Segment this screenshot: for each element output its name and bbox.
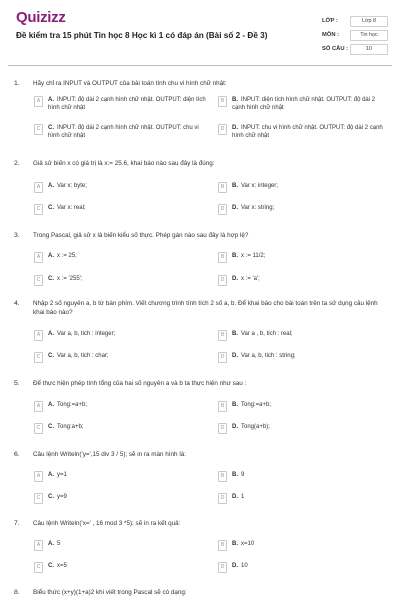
option-c-text: x=5 <box>57 563 67 569</box>
question-number: 2. <box>14 160 20 167</box>
question-number: 4. <box>14 300 20 307</box>
question-number: 1. <box>14 80 20 87</box>
option-a-box[interactable]: A <box>34 330 43 341</box>
meta-class <box>322 14 392 28</box>
option-c-box[interactable]: C <box>34 275 43 286</box>
option-b-box[interactable]: B <box>218 401 227 412</box>
option-a-letter: A. <box>48 97 54 103</box>
option-d-text: 1 <box>241 494 245 500</box>
option-c-box[interactable]: C <box>34 204 43 215</box>
option-c-letter: C. <box>48 125 54 131</box>
option-a-letter: A. <box>48 253 54 259</box>
option-b-box[interactable]: B <box>218 96 227 107</box>
option-d-letter: D. <box>232 125 238 131</box>
option-b[interactable] <box>218 541 388 555</box>
option-d-letter: D. <box>232 276 238 282</box>
meta-subject-label: MÔN : <box>322 32 340 38</box>
option-b-letter: B. <box>232 331 238 337</box>
option-c-letter: C. <box>48 276 54 282</box>
option-a-letter: A. <box>48 402 54 408</box>
question-number: 8. <box>14 589 20 596</box>
option-a[interactable] <box>34 472 209 486</box>
option-a[interactable] <box>34 541 209 555</box>
option-c-box[interactable]: C <box>34 124 43 135</box>
quizizz-logo[interactable]: Quizizz <box>16 9 66 26</box>
option-c[interactable] <box>34 125 209 139</box>
question-text: Câu lệnh Writeln('x=' , 16 mod 3 *5); sẽ in ra kết quả: <box>33 520 181 527</box>
option-c-letter: C. <box>48 205 54 211</box>
question-number: 7. <box>14 520 20 527</box>
option-c[interactable] <box>34 353 209 367</box>
option-d-box[interactable]: D <box>218 275 227 286</box>
option-d-box[interactable]: D <box>218 562 227 573</box>
option-b[interactable] <box>218 331 388 345</box>
option-d[interactable] <box>218 494 388 508</box>
option-c-text: x := '255'; <box>57 276 83 282</box>
option-b-box[interactable]: B <box>218 540 227 551</box>
option-d-letter: D. <box>232 494 238 500</box>
option-c-letter: C. <box>48 494 54 500</box>
question-text: Biểu thức (x+y)(1+a)2 khi viết trong Pascal sẽ có dạng: <box>33 589 187 596</box>
option-c-text: Tong:a+b; <box>57 424 84 430</box>
option-a-letter: A. <box>48 541 54 547</box>
option-b-letter: B. <box>232 253 238 259</box>
option-d-box[interactable]: D <box>218 124 227 135</box>
option-d-text: Var a, b, tich : string; <box>241 353 296 359</box>
option-d-box[interactable]: D <box>218 423 227 434</box>
option-d-letter: D. <box>232 353 238 359</box>
option-d-text: INPUT: chu vi hình chữ nhật. OUTPUT: độ dài 2 cạnh hình chữ nhật <box>232 125 383 139</box>
option-b-box[interactable]: B <box>218 471 227 482</box>
option-c-box[interactable]: C <box>34 352 43 363</box>
option-a-box[interactable]: A <box>34 182 43 193</box>
option-c-box[interactable]: C <box>34 562 43 573</box>
option-d[interactable] <box>218 125 388 139</box>
option-c-letter: C. <box>48 353 54 359</box>
option-b-box[interactable]: B <box>218 330 227 341</box>
option-a-text: INPUT: độ dài 2 cạnh hình chữ nhật. OUTPUT: diện tích hình chữ nhật <box>48 97 206 111</box>
question-text: Trong Pascal, giả sử x là biến kiểu số thực. Phép gán nào sau đây là hợp lệ? <box>33 232 249 239</box>
option-d[interactable] <box>218 205 388 219</box>
option-b-letter: B. <box>232 183 238 189</box>
option-a-text: y=1 <box>57 472 67 478</box>
option-a-letter: A. <box>48 331 54 337</box>
option-a-text: Var x: byte; <box>57 183 87 189</box>
option-d-letter: D. <box>232 424 238 430</box>
header-divider <box>8 65 392 66</box>
option-a-box[interactable]: A <box>34 401 43 412</box>
question-text: Nhập 2 số nguyên a, b từ bàn phím. Viết chương trình tính tích 2 số a, b. Để khai báo cho bài toán trên ta sử dụng câu lệnh khai báo nào? <box>33 300 378 316</box>
question-number: 3. <box>14 232 20 239</box>
option-a-box[interactable]: A <box>34 252 43 263</box>
meta-class-label: LỚP : <box>322 18 338 24</box>
meta-count <box>322 42 392 56</box>
option-b-text: 9 <box>241 472 245 478</box>
option-d-text: x := 'a'; <box>241 276 260 282</box>
option-c-letter: C. <box>48 424 54 430</box>
option-a-letter: A. <box>48 472 54 478</box>
option-b-text: x := 11/2; <box>241 253 266 259</box>
quiz-meta <box>322 14 392 56</box>
option-d-text: Tong(a+b); <box>241 424 270 430</box>
option-b[interactable] <box>218 253 388 267</box>
question-text: Hãy chỉ ra INPUT và OUTPUT của bài toán tính chu vi hình chữ nhật: <box>33 80 227 87</box>
page-title: Đề kiểm tra 15 phút Tin học 8 Học kì 1 có đáp án (Bài số 2 - Đề 3) <box>16 31 268 40</box>
option-b[interactable] <box>218 97 388 111</box>
option-b-letter: B. <box>232 97 238 103</box>
option-b-text: INPUT: diện tích hình chữ nhật. OUTPUT: độ dài 2 cạnh hình chữ nhật <box>232 97 376 111</box>
option-b-letter: B. <box>232 402 238 408</box>
question-text: Để thực hiện phép tính tổng của hai số nguyên a và b ta thực hiện như sau : <box>33 380 247 387</box>
option-d-box[interactable]: D <box>218 204 227 215</box>
option-c-text: y=9 <box>57 494 67 500</box>
option-b-box[interactable]: B <box>218 252 227 263</box>
option-b-text: Var x: integer; <box>241 183 278 189</box>
question-number: 5. <box>14 380 20 387</box>
option-b[interactable] <box>218 472 388 486</box>
option-b-letter: B. <box>232 472 238 478</box>
option-d-letter: D. <box>232 563 238 569</box>
option-a-box[interactable]: A <box>34 540 43 551</box>
option-a-box[interactable]: A <box>34 471 43 482</box>
option-b-text: x=10 <box>241 541 255 547</box>
option-a-text: Var a, b, tich : integer; <box>57 331 116 337</box>
option-d-text: 10 <box>241 563 248 569</box>
option-a[interactable] <box>34 97 209 111</box>
option-b[interactable] <box>218 183 388 197</box>
option-c[interactable] <box>34 494 209 508</box>
option-c[interactable] <box>34 424 209 438</box>
option-a[interactable] <box>34 331 209 345</box>
question-number: 6. <box>14 451 20 458</box>
meta-count-label: SỐ CÂU : <box>322 46 349 52</box>
option-c-text: Var a, b, tich : char; <box>57 353 109 359</box>
option-d-box[interactable]: D <box>218 493 227 504</box>
option-c-box[interactable]: C <box>34 493 43 504</box>
option-a-letter: A. <box>48 183 54 189</box>
option-c[interactable] <box>34 205 209 219</box>
option-b[interactable] <box>218 402 388 416</box>
option-c[interactable] <box>34 563 209 577</box>
option-a-text: x := 25; <box>57 253 77 259</box>
question-text: Câu lệnh Writeln('y=',15 div 3 / 5); sẽ in ra màn hình là: <box>33 451 186 458</box>
option-a-text: Tong:=a+b; <box>57 402 88 408</box>
meta-subject <box>322 28 392 42</box>
option-d[interactable] <box>218 424 388 438</box>
meta-subject-value: Tin học <box>350 30 388 41</box>
option-d[interactable] <box>218 563 388 577</box>
option-c-box[interactable]: C <box>34 423 43 434</box>
option-d[interactable] <box>218 276 388 290</box>
option-d-box[interactable]: D <box>218 352 227 363</box>
option-d-letter: D. <box>232 205 238 211</box>
option-c[interactable] <box>34 276 209 290</box>
option-b-text: Var a , b, tich : real; <box>241 331 293 337</box>
option-c-text: INPUT: độ dài 2 cạnh hình chữ nhật. OUTPUT: chu vi hình chữ nhật <box>48 125 199 139</box>
option-a-box[interactable]: A <box>34 96 43 107</box>
option-b-letter: B. <box>232 541 238 547</box>
option-b-text: Tong:=a+b; <box>241 402 272 408</box>
option-a[interactable] <box>34 402 209 416</box>
option-b-box[interactable]: B <box>218 182 227 193</box>
option-d[interactable] <box>218 353 388 367</box>
page-header <box>0 0 400 62</box>
question-text: Giả sử biến x có giá trị là x:= 25.6, khai báo nào sau đây là đúng: <box>33 160 215 167</box>
option-d-text: Var x: string; <box>241 205 275 211</box>
option-a[interactable] <box>34 253 209 267</box>
option-c-text: Var x: real; <box>57 205 86 211</box>
option-c-letter: C. <box>48 563 54 569</box>
option-a-text: 5 <box>57 541 61 547</box>
option-a[interactable] <box>34 183 209 197</box>
meta-class-value: Lớp 8 <box>350 16 388 27</box>
meta-count-value: 10 <box>350 44 388 55</box>
